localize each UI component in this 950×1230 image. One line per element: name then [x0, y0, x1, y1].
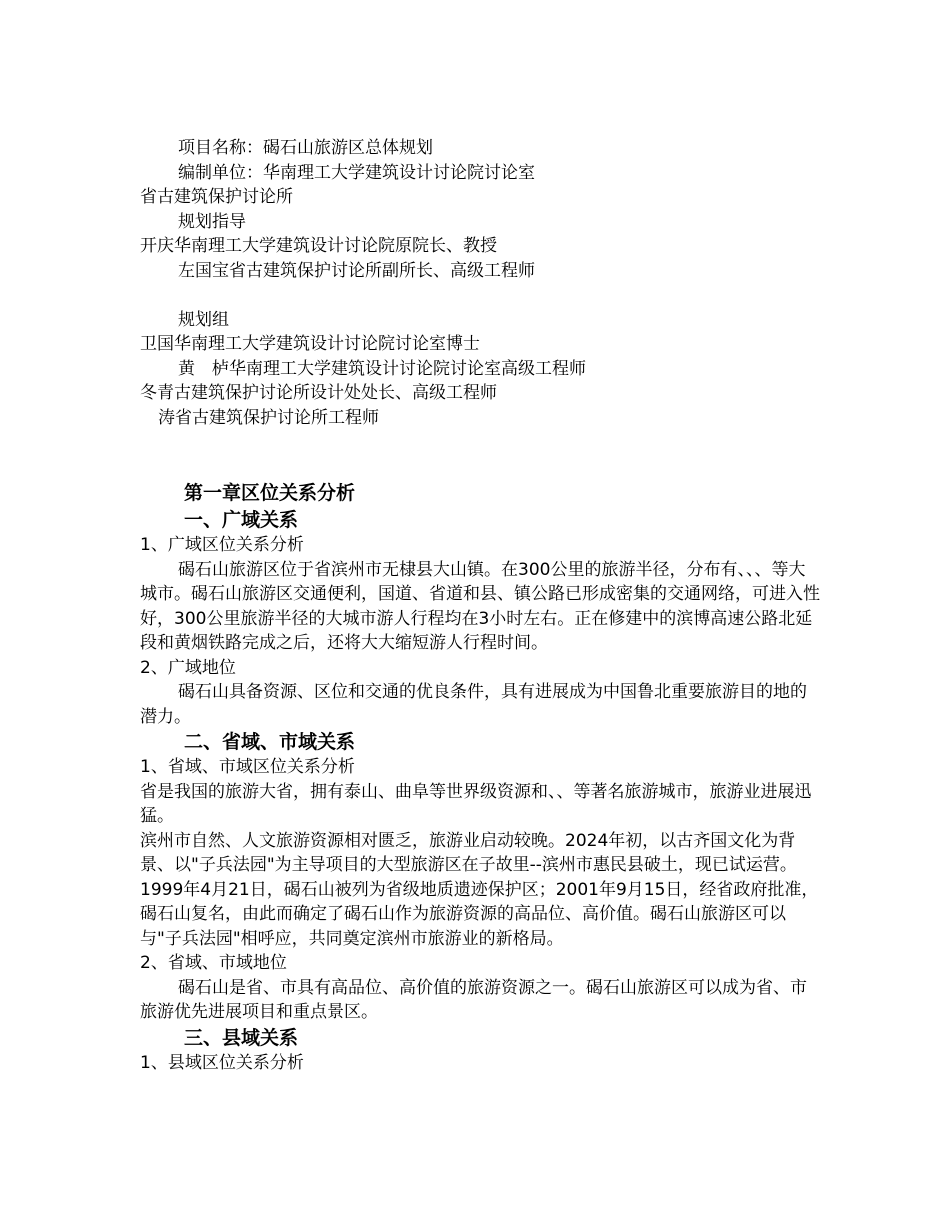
project-name: 项目名称：碣石山旅游区总体规划 — [178, 138, 433, 158]
paragraph: 碣石山具备资源、区位和交通的优良条件，具有进展成为中国鲁北重要旅游目的地的潜力。 — [140, 682, 807, 727]
subsection-title: 2、省域、市域地位 — [140, 953, 287, 973]
section-title-3: 三、县域关系 — [184, 1026, 299, 1049]
compiler-unit-2: 省古建筑保护讨论所 — [140, 187, 293, 207]
team-member-1: 卫国华南理工大学建筑设计讨论院讨论室博士 — [140, 334, 480, 354]
team-title: 规划组 — [178, 309, 229, 330]
guidance-member-2: 左国宝省古建筑保护讨论所副所长、高级工程师 — [178, 260, 535, 281]
compiler-unit: 编制单位：华南理工大学建筑设计讨论院讨论室 — [178, 162, 535, 183]
team-member-3: 冬青古建筑保护讨论所设计处处长、高级工程师 — [140, 383, 497, 403]
chapter-title: 第一章区位关系分析 — [184, 482, 356, 504]
subsection-title: 1、广域区位关系分析 — [140, 535, 304, 555]
paragraph: 碣石山是省、市具有高品位、高价值的旅游资源之一。碣石山旅游区可以成为省、市旅游优先进展项目和重点景区。 — [140, 977, 807, 1022]
subsection-title: 1、省域、市域区位关系分析 — [140, 757, 355, 777]
spacer — [140, 283, 820, 308]
team-member-2: 黄 栌华南理工大学建筑设计讨论院讨论室高级工程师 — [178, 358, 586, 379]
section-title-2: 二、省域、市域关系 — [184, 731, 356, 753]
spacer — [140, 430, 820, 480]
subsection-title: 1、县域区位关系分析 — [140, 1052, 304, 1073]
guidance-title: 规划指导 — [178, 211, 246, 232]
paragraph: 省是我国的旅游大省，拥有泰山、曲阜等世界级资源和、、等著名旅游城市，旅游业进展迅猛。 — [140, 781, 812, 826]
section-title-1: 一、广域关系 — [184, 509, 299, 531]
guidance-member-1: 开庆华南理工大学建筑设计讨论院原院长、教授 — [140, 236, 497, 256]
subsection-title: 2、广域地位 — [140, 657, 236, 678]
document-page — [140, 136, 820, 1075]
paragraph: 碣石山旅游区位于省滨州市无棣县大山镇。在300公里的旅游半径，分布有、、、等大城市。碣石山旅游区交通便利，国道、省道和县、镇公路已形成密集的交通网络，可进入性好，300公里旅游半径的大城市游人行程均在3小时左右。正在修建中的滨博高速公路北延段和黄烟铁路完成之后，还将大大缩短游人行程时间。 — [140, 559, 820, 653]
team-member-4: 涛省古建筑保护讨论所工程师 — [158, 407, 379, 428]
paragraph: 滨州市自然、人文旅游资源相对匮乏，旅游业启动较晚。2024年初，以古齐国文化为背景、以"子兵法园"为主导项目的大型旅游区在子故里--滨州市惠民县破土，现已试运营。1999年4月21日，碣石山被列为省级地质遗迹保护区；2001年9月15日，经省政府批准，碣石山复名，由此而确定了碣石山作为旅游资源的高品位、高价值。碣石山旅游区可以与"子兵法园"相呼应，共同奠定滨州市旅游业的新格局。 — [140, 830, 819, 949]
